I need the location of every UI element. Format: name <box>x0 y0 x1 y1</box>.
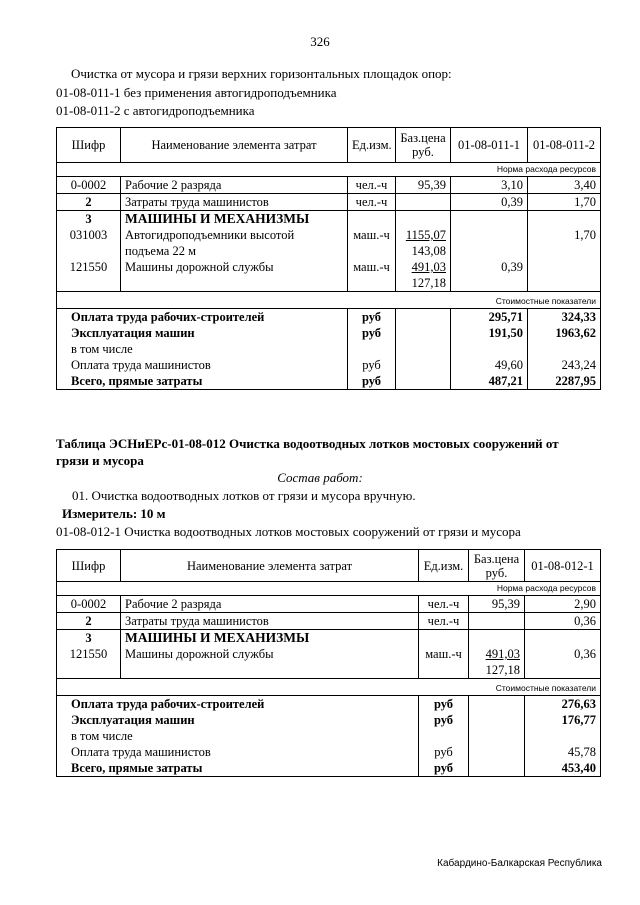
table-cell <box>396 259 451 275</box>
table-cell <box>121 662 419 679</box>
table-cell: чел.-ч <box>348 194 396 211</box>
section1-intro: Очистка от мусора и грязи верхних горизонтальных площадок опор: <box>71 66 452 81</box>
table-row <box>57 227 601 243</box>
table-cell: руб <box>348 325 396 341</box>
table-cell: Рабочие 2 разряда <box>121 596 419 613</box>
table-cell: в том числе <box>57 728 419 744</box>
table-cell: Оплата труда машинистов <box>57 744 419 760</box>
resource-norm-note: Норма расхода ресурсов <box>57 582 601 596</box>
table-cell: 2 <box>57 613 121 630</box>
table-cell <box>469 760 525 777</box>
table-cell: 49,60 <box>451 357 528 373</box>
cost-indicators-note: Стоимостные показатели <box>57 679 601 696</box>
table-cell <box>396 325 451 341</box>
table2-title-line1: Таблица ЭСНиЕРс-01-08-012 Очистка водоотводных лотков мостовых сооружений от <box>56 436 559 451</box>
table-cell <box>396 341 451 357</box>
table-row <box>57 177 601 194</box>
table-cell: руб <box>348 309 396 326</box>
table-cell <box>525 728 601 744</box>
table-cell <box>525 630 601 647</box>
table-cell: 0,39 <box>451 259 528 275</box>
col-header-01-08-012-1: 01-08-012-1 <box>525 550 601 582</box>
table-cell <box>525 662 601 679</box>
table-cell <box>469 646 525 662</box>
table-cell: руб <box>419 712 469 728</box>
table-row <box>57 728 601 744</box>
table-cell <box>419 662 469 679</box>
table-cell <box>451 341 528 357</box>
table-cell <box>396 194 451 211</box>
table-row <box>57 325 601 341</box>
table-cell: маш.-ч <box>348 227 396 243</box>
table-cell: 031003 <box>57 227 121 243</box>
table-cell: в том числе <box>57 341 348 357</box>
table-cell <box>348 275 396 292</box>
table-cell <box>57 662 121 679</box>
table-cell <box>451 243 528 259</box>
table-cell: 0-0002 <box>57 596 121 613</box>
table-row <box>57 357 601 373</box>
col-header-base-price: Баз.цена руб. <box>396 128 451 163</box>
cost-indicators-note: Стоимостные показатели <box>57 292 601 309</box>
table-cell: Автогидроподъемники высотой <box>121 227 348 243</box>
works-heading: Состав работ: <box>277 470 363 485</box>
table-cell <box>396 357 451 373</box>
table-cell <box>469 696 525 713</box>
table-cell: маш.-ч <box>419 646 469 662</box>
col-header-code: Шифр <box>57 128 121 163</box>
table-row <box>57 613 601 630</box>
table-cell <box>528 211 601 228</box>
table-cell: Машины дорожной службы <box>121 259 348 275</box>
table-cell <box>451 275 528 292</box>
table-cell <box>396 373 451 390</box>
table-cell: руб <box>419 696 469 713</box>
table-cell: Оплата труда машинистов <box>57 357 348 373</box>
table-cell: 1,70 <box>528 227 601 243</box>
table-cell: 0,36 <box>525 613 601 630</box>
table-row <box>57 341 601 357</box>
table-row <box>57 596 601 613</box>
table-row <box>57 712 601 728</box>
table-cell <box>348 341 396 357</box>
table-cell: руб <box>419 744 469 760</box>
table-cell: 2287,95 <box>528 373 601 390</box>
meter: Измеритель: 10 м <box>62 506 166 521</box>
table-01-08-012 <box>56 549 601 777</box>
table-cell: 121550 <box>57 646 121 662</box>
table-cell <box>469 712 525 728</box>
table-cell: 95,39 <box>396 177 451 194</box>
table-cell <box>396 211 451 228</box>
table-row <box>57 275 601 292</box>
table-cell <box>396 309 451 326</box>
table-row <box>57 373 601 390</box>
table-row <box>57 194 601 211</box>
table-cell: подъема 22 м <box>121 243 348 259</box>
col-header-01-08-011-1: 01-08-011-1 <box>451 128 528 163</box>
page-number: 326 <box>310 34 330 49</box>
table-row <box>57 662 601 679</box>
table-cell: 1,70 <box>528 194 601 211</box>
table-cell: Машины дорожной службы <box>121 646 419 662</box>
table-cell <box>469 728 525 744</box>
table-cell <box>528 259 601 275</box>
table-cell: 2,90 <box>525 596 601 613</box>
table-cell <box>528 275 601 292</box>
table-row <box>57 630 601 647</box>
table-cell: МАШИНЫ И МЕХАНИЗМЫ <box>121 211 348 228</box>
table-row <box>57 309 601 326</box>
table-cell: чел.-ч <box>348 177 396 194</box>
table-row <box>57 760 601 777</box>
table-cell <box>57 243 121 259</box>
table-cell <box>528 341 601 357</box>
table-cell <box>469 630 525 647</box>
table-row <box>57 744 601 760</box>
table-cell: 0-0002 <box>57 177 121 194</box>
table-cell: Рабочие 2 разряда <box>121 177 348 194</box>
table-cell: 3,10 <box>451 177 528 194</box>
table-cell <box>419 728 469 744</box>
table-cell: руб <box>348 373 396 390</box>
col-header-unit: Ед.изм. <box>419 550 469 582</box>
table-row <box>57 259 601 275</box>
variant-01-08-012-1: 01-08-012-1 Очистка водоотводных лотков мостовых сооружений от грязи и мусора <box>56 524 521 539</box>
table-cell: Оплата труда рабочих-строителей <box>57 309 348 326</box>
table-cell <box>121 275 348 292</box>
table-cell <box>469 613 525 630</box>
table-cell <box>57 275 121 292</box>
table-cell <box>451 227 528 243</box>
table-cell: Затраты труда машинистов <box>121 194 348 211</box>
table-01-08-011 <box>56 127 601 390</box>
col-header-base-price: Баз.цена руб. <box>469 550 525 582</box>
table-cell: 176,77 <box>525 712 601 728</box>
table-cell: 127,18 <box>469 662 525 679</box>
base-price-value: 491,03 <box>485 647 520 661</box>
col-header-01-08-011-2: 01-08-011-2 <box>528 128 601 163</box>
table-cell: чел.-ч <box>419 613 469 630</box>
table-cell: Всего, прямые затраты <box>57 760 419 777</box>
table-row <box>57 696 601 713</box>
table-cell: маш.-ч <box>348 259 396 275</box>
resource-norm-note: Норма расхода ресурсов <box>57 163 601 177</box>
table-cell: 295,71 <box>451 309 528 326</box>
table-cell: 121550 <box>57 259 121 275</box>
table-cell <box>528 243 601 259</box>
table-cell: 453,40 <box>525 760 601 777</box>
table-cell: Оплата труда рабочих-строителей <box>57 696 419 713</box>
col-header-name: Наименование элемента затрат <box>121 550 419 582</box>
table-cell: Затраты труда машинистов <box>121 613 419 630</box>
base-price-value: 1155,07 <box>405 228 446 242</box>
work-item: 01. Очистка водоотводных лотков от грязи и мусора вручную. <box>72 488 416 503</box>
table-cell: 143,08 <box>396 243 451 259</box>
table-cell: 1963,62 <box>528 325 601 341</box>
table-cell: Эксплуатация машин <box>57 325 348 341</box>
table-cell: руб <box>348 357 396 373</box>
table-cell: Всего, прямые затраты <box>57 373 348 390</box>
variant-01-08-011-1: 01-08-011-1 без применения автогидроподъемника <box>56 85 337 100</box>
col-header-code: Шифр <box>57 550 121 582</box>
table-cell <box>348 243 396 259</box>
table-row <box>57 243 601 259</box>
table-cell: 3,40 <box>528 177 601 194</box>
table-cell: 2 <box>57 194 121 211</box>
base-price-value: 491,03 <box>411 260 446 274</box>
table-cell: 45,78 <box>525 744 601 760</box>
table-row <box>57 211 601 228</box>
table-cell: Эксплуатация машин <box>57 712 419 728</box>
col-header-name: Наименование элемента затрат <box>121 128 348 163</box>
table-cell: 191,50 <box>451 325 528 341</box>
table-cell: 243,24 <box>528 357 601 373</box>
table-cell <box>451 211 528 228</box>
table-cell: 0,39 <box>451 194 528 211</box>
table-cell <box>396 227 451 243</box>
table-cell: 0,36 <box>525 646 601 662</box>
table-cell: руб <box>419 760 469 777</box>
table2-title-line2: грязи и мусора <box>56 453 144 468</box>
table-cell: 324,33 <box>528 309 601 326</box>
table-cell: чел.-ч <box>419 596 469 613</box>
footer-region: Кабардино-Балкарская Республика <box>437 858 602 869</box>
table-cell: 3 <box>57 211 121 228</box>
table-cell: 276,63 <box>525 696 601 713</box>
col-header-unit: Ед.изм. <box>348 128 396 163</box>
table-cell <box>419 630 469 647</box>
table-row <box>57 646 601 662</box>
table-cell: 95,39 <box>469 596 525 613</box>
table-cell: 3 <box>57 630 121 647</box>
table-cell <box>469 744 525 760</box>
variant-01-08-011-2: 01-08-011-2 с автогидроподъемника <box>56 103 255 118</box>
table-cell: 127,18 <box>396 275 451 292</box>
table-cell: 487,21 <box>451 373 528 390</box>
table-cell <box>348 211 396 228</box>
table-cell: МАШИНЫ И МЕХАНИЗМЫ <box>121 630 419 647</box>
